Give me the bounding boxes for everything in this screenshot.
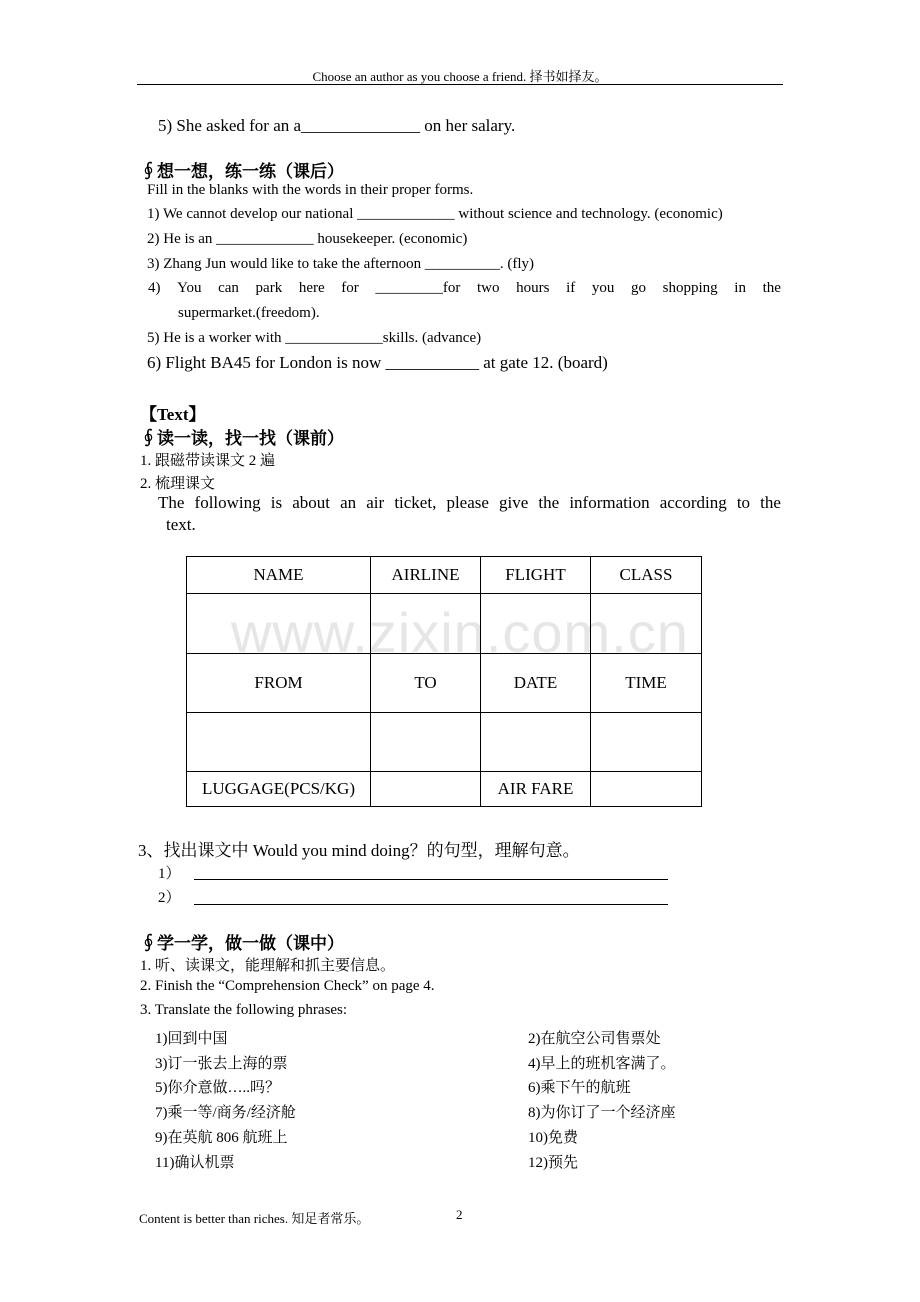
word: shopping (662, 280, 718, 296)
practice-item-6: 6) Flight BA45 for London is now ___________ at gate 12. (board) (147, 353, 608, 372)
header-name: NAME (187, 557, 371, 594)
word: park (255, 280, 283, 296)
page-header: Choose an author as you choose a friend. 择书如择友。 (312, 69, 608, 84)
learn-step-1: 1. 听、读课文，能理解和抓主要信息。 (140, 958, 396, 974)
section-title-practice: ∮想一想，练一练（课后） (140, 162, 344, 181)
word: two (477, 280, 500, 296)
word: ticket, (394, 493, 437, 512)
page-number: 2 (456, 1207, 463, 1222)
answer-line-1-label: 1） (158, 866, 181, 882)
header-to: TO (371, 654, 481, 713)
header-air-fare: AIR FARE (481, 772, 591, 807)
word: is (270, 493, 283, 512)
word: hours (516, 280, 550, 296)
blank-cell[interactable] (591, 713, 702, 772)
word: here (298, 280, 325, 296)
reading-step-2: 2. 梳理课文 (140, 476, 216, 492)
practice-item-1: 1) We cannot develop our national _____________ without science and technology. (economic) (147, 206, 723, 222)
phrase-1: 1)回到中国 (155, 1031, 228, 1047)
word: _________for (375, 280, 461, 296)
header-class: CLASS (591, 557, 702, 594)
practice-item-4 (148, 280, 781, 297)
word: for (341, 280, 359, 296)
ticket-description-continued: text. (166, 515, 196, 534)
word: You (177, 280, 202, 296)
practice-item-2: 2) He is an _____________ housekeeper. (economic) (147, 231, 468, 247)
word: the (760, 493, 781, 512)
page-footer: Content is better than riches. 知足者常乐。 (139, 1211, 370, 1226)
phrase-6: 6)乘下午的航班 (528, 1080, 631, 1096)
word: according (659, 493, 727, 512)
blank-cell[interactable] (371, 772, 481, 807)
header-date: DATE (481, 654, 591, 713)
exercise-item-5: 5) She asked for an a______________ on her salary. (158, 116, 516, 135)
blank-cell[interactable] (591, 772, 702, 807)
ticket-description (158, 493, 781, 513)
word: give (499, 493, 529, 512)
answer-line-2-label: 2） (158, 890, 181, 906)
practice-instruction: Fill in the blanks with the words in their proper forms. (147, 182, 474, 198)
word: information (569, 493, 650, 512)
word: to (736, 493, 751, 512)
table-row (187, 713, 702, 772)
section-title-learn: ∮学一学，做一做（课中） (140, 934, 344, 953)
section-title-reading: ∮读一读，找一找（课前） (140, 429, 344, 448)
table-row (187, 594, 702, 654)
phrase-8: 8)为你订了一个经济座 (528, 1105, 676, 1121)
blank-cell[interactable] (591, 594, 702, 654)
header-time: TIME (591, 654, 702, 713)
phrase-9: 9)在英航 806 航班上 (155, 1130, 288, 1146)
word: an (340, 493, 357, 512)
word: the (538, 493, 560, 512)
text-heading: 【Text】 (140, 405, 206, 424)
word: the (762, 280, 781, 296)
phrase-12: 12)预先 (528, 1155, 578, 1171)
table-row (187, 557, 702, 594)
word: if (566, 280, 576, 296)
watermark: www.zixin.com.cn (231, 601, 689, 664)
answer-line-1[interactable] (194, 879, 668, 880)
word: about (292, 493, 330, 512)
reading-step-1: 1. 跟磁带读课文 2 遍 (140, 453, 276, 469)
table-row (187, 772, 702, 807)
phrase-2: 2)在航空公司售票处 (528, 1031, 661, 1047)
phrase-4: 4)早上的班机客满了。 (528, 1056, 676, 1072)
word: air (366, 493, 385, 512)
word: in (734, 280, 746, 296)
word: go (631, 280, 647, 296)
blank-cell[interactable] (371, 713, 481, 772)
learn-step-3: 3. Translate the following phrases: (140, 1002, 348, 1018)
phrase-7: 7)乘一等/商务/经济舱 (155, 1105, 296, 1121)
word: The (158, 493, 185, 512)
header-airline: AIRLINE (371, 557, 481, 594)
blank-cell[interactable] (187, 594, 371, 654)
word: following (194, 493, 261, 512)
learn-step-2: 2. Finish the “Comprehension Check” on page 4. (140, 978, 435, 994)
word: can (218, 280, 239, 296)
header-divider (137, 84, 783, 85)
word: you (591, 280, 615, 296)
pattern-question: 3、找出课文中 Would you mind doing？的句型，理解句意。 (138, 841, 580, 860)
air-ticket-table (186, 556, 702, 807)
answer-line-2[interactable] (194, 904, 668, 905)
table-row (187, 654, 702, 713)
header-luggage: LUGGAGE(PCS/KG) (187, 772, 371, 807)
blank-cell[interactable] (371, 594, 481, 654)
word: please (446, 493, 489, 512)
phrase-11: 11)确认机票 (155, 1155, 235, 1171)
blank-cell[interactable] (187, 713, 371, 772)
word: 4) (148, 280, 161, 296)
blank-cell[interactable] (481, 594, 591, 654)
header-flight: FLIGHT (481, 557, 591, 594)
header-from: FROM (187, 654, 371, 713)
phrase-3: 3)订一张去上海的票 (155, 1056, 288, 1072)
phrase-10: 10)免费 (528, 1130, 578, 1146)
practice-item-5: 5) He is a worker with _____________skills. (advance) (147, 330, 482, 346)
practice-item-4-continued: supermarket.(freedom). (178, 305, 320, 321)
practice-item-3: 3) Zhang Jun would like to take the afternoon __________. (fly) (147, 256, 534, 272)
blank-cell[interactable] (481, 713, 591, 772)
phrase-5: 5)你介意做…..吗？ (155, 1080, 280, 1096)
